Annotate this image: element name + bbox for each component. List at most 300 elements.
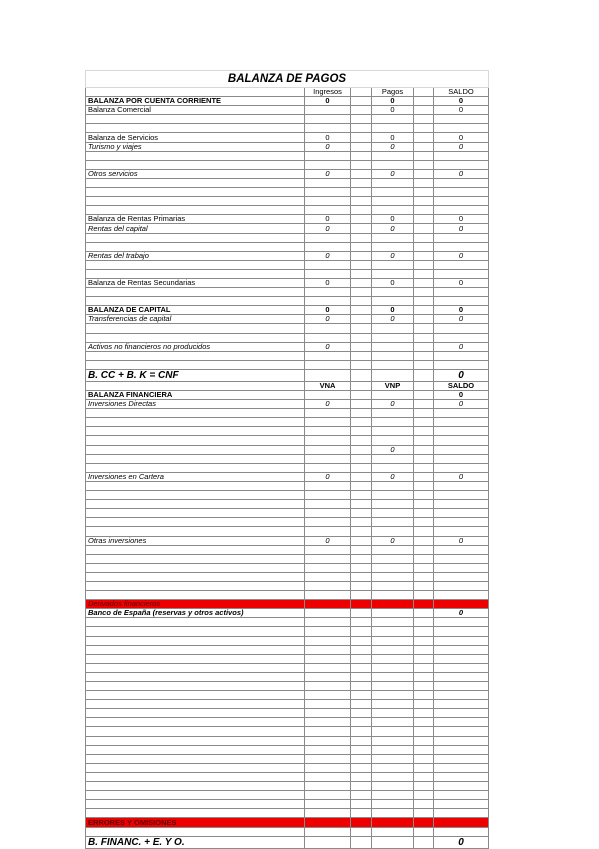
saldo-cell: [434, 297, 489, 306]
col1-cell: [305, 527, 351, 536]
table-row: [86, 682, 489, 691]
concept-cell: [86, 445, 305, 454]
col2-cell: 0: [372, 445, 414, 454]
concept-cell: Derivados financieros: [86, 600, 305, 609]
concept-cell: [86, 518, 305, 527]
col1-cell: [305, 351, 351, 360]
table-row: [86, 645, 489, 654]
concept-cell: Inversiones en Cartera: [86, 472, 305, 481]
col2-cell: [372, 500, 414, 509]
spacer1-cell: [351, 333, 372, 342]
col1-cell: [305, 709, 351, 718]
col1-cell: 0: [305, 306, 351, 315]
table-row: [86, 600, 489, 609]
col2-cell: [372, 269, 414, 278]
balance-of-payments-sheet: [85, 70, 488, 849]
col1-cell: [305, 418, 351, 427]
table-row: [86, 297, 489, 306]
col2-cell: [372, 545, 414, 554]
spacer2-cell: [414, 106, 434, 115]
col2-cell: [372, 672, 414, 681]
spacer2-cell: [414, 572, 434, 581]
table-row: [86, 754, 489, 763]
spacer1-cell: [351, 481, 372, 490]
saldo-cell: [434, 682, 489, 691]
spacer1-cell: [351, 527, 372, 536]
concept-cell: [86, 324, 305, 333]
col2-cell: 0: [372, 278, 414, 287]
spacer2-cell: [414, 278, 434, 287]
spacer2-cell: [414, 627, 434, 636]
table-row: [86, 197, 489, 206]
table-row: [86, 636, 489, 645]
saldo-cell: 0: [434, 836, 489, 848]
col2-cell: [372, 324, 414, 333]
spacer2-cell: [414, 260, 434, 269]
spacer2-cell: [414, 454, 434, 463]
concept-cell: [86, 509, 305, 518]
spacer1-cell: [351, 800, 372, 809]
spacer1-cell: [351, 500, 372, 509]
concept-cell: [86, 527, 305, 536]
spacer1-cell: [351, 763, 372, 772]
spacer2-cell: [414, 491, 434, 500]
spacer2-cell: [414, 545, 434, 554]
col1-cell: [305, 115, 351, 124]
spacer1-cell: [351, 391, 372, 400]
spacer2-cell: [414, 618, 434, 627]
spacer1-cell: [351, 106, 372, 115]
spacer1-cell: [351, 197, 372, 206]
table-row: [86, 772, 489, 781]
spacer2-cell: [414, 160, 434, 169]
col2-cell: 0: [372, 169, 414, 178]
table-row: [86, 169, 489, 178]
col2-cell: [372, 151, 414, 160]
col1-cell: [305, 718, 351, 727]
concept-cell: [86, 709, 305, 718]
table-row: [86, 500, 489, 509]
table-row: [86, 791, 489, 800]
spacer1-cell: [351, 97, 372, 106]
saldo-cell: [434, 691, 489, 700]
saldo-cell: [434, 600, 489, 609]
col1-cell: [305, 427, 351, 436]
saldo-cell: [434, 206, 489, 215]
concept-cell: [86, 663, 305, 672]
saldo-cell: [434, 672, 489, 681]
col1-cell: [305, 545, 351, 554]
col2-cell: [372, 481, 414, 490]
saldo-cell: 0: [434, 306, 489, 315]
col1-cell: 0: [305, 215, 351, 224]
col2-cell: [372, 600, 414, 609]
spacer1-cell: [351, 491, 372, 500]
col2-cell: [372, 682, 414, 691]
concept-cell: [86, 827, 305, 836]
table-row: [86, 463, 489, 472]
table-row: [86, 151, 489, 160]
col1-cell: [305, 581, 351, 590]
concept-cell: [86, 418, 305, 427]
concept-cell: [86, 700, 305, 709]
spacer1-cell: [351, 682, 372, 691]
saldo-cell: 0: [434, 251, 489, 260]
concept-cell: [86, 481, 305, 490]
spacer2-cell: [414, 609, 434, 618]
saldo-cell: [434, 269, 489, 278]
table-row: [86, 188, 489, 197]
spacer2-cell: [414, 691, 434, 700]
spacer2-cell: [414, 288, 434, 297]
spacer2-cell: [414, 591, 434, 600]
col1-cell: [305, 206, 351, 215]
col2-cell: [372, 763, 414, 772]
concept-cell: [86, 745, 305, 754]
spacer2-cell: [414, 809, 434, 818]
table-row: [86, 142, 489, 151]
saldo-cell: [434, 427, 489, 436]
table-row: [86, 709, 489, 718]
table-row: [86, 351, 489, 360]
spacer2-cell: [414, 427, 434, 436]
spacer1-cell: [351, 133, 372, 142]
col1-cell: [305, 324, 351, 333]
spacer2-cell: [414, 563, 434, 572]
spacer1-cell: [351, 288, 372, 297]
concept-cell: [86, 160, 305, 169]
spacer1-cell: [351, 360, 372, 369]
col1-cell: [305, 836, 351, 848]
col1-cell: 0: [305, 97, 351, 106]
saldo-cell: [434, 151, 489, 160]
spacer2-cell: [414, 754, 434, 763]
concept-cell: ERRORES Y OMISIONES: [86, 818, 305, 827]
concept-cell: [86, 463, 305, 472]
col1-cell: [305, 491, 351, 500]
spacer1-cell: [351, 663, 372, 672]
col1-cell: [305, 818, 351, 827]
table-row: [86, 306, 489, 315]
concept-cell: [86, 754, 305, 763]
concept-cell: Balanza de Servicios: [86, 133, 305, 142]
table-row: [86, 654, 489, 663]
table-row: [86, 445, 489, 454]
spacer1-cell: [351, 754, 372, 763]
col1-cell: [305, 609, 351, 618]
spacer2-cell: [414, 251, 434, 260]
saldo-cell: [434, 754, 489, 763]
saldo-cell: [434, 333, 489, 342]
spacer1-cell: [351, 454, 372, 463]
col1-cell: [305, 745, 351, 754]
concept-cell: [86, 763, 305, 772]
col1-cell: [305, 333, 351, 342]
saldo-cell: [434, 827, 489, 836]
spacer2-cell: [414, 315, 434, 324]
spacer2-cell: [414, 360, 434, 369]
spacer1-cell: [351, 178, 372, 187]
concept-cell: [86, 333, 305, 342]
spacer1-cell: [351, 827, 372, 836]
saldo-cell: [434, 772, 489, 781]
col2-cell: 0: [372, 536, 414, 545]
col2-cell: [372, 636, 414, 645]
spacer2-cell: [414, 409, 434, 418]
col2-cell: [372, 491, 414, 500]
spacer2-cell: [414, 654, 434, 663]
concept-cell: Rentas del capital: [86, 224, 305, 233]
concept-cell: [86, 197, 305, 206]
concept-cell: [86, 572, 305, 581]
col2-cell: [372, 618, 414, 627]
spacer2-cell: [414, 463, 434, 472]
table-row: [86, 672, 489, 681]
concept-cell: [86, 672, 305, 681]
table-row: [86, 827, 489, 836]
saldo-cell: [434, 618, 489, 627]
table-row: [86, 481, 489, 490]
table-row: [86, 324, 489, 333]
col1-cell: [305, 436, 351, 445]
spacer1-cell: [351, 188, 372, 197]
col2-cell: [372, 124, 414, 133]
table-row: [86, 260, 489, 269]
spacer2-cell: [414, 224, 434, 233]
concept-cell: Banco de España (reservas y otros activos): [86, 609, 305, 618]
table-row: [86, 278, 489, 287]
col2-cell: [372, 700, 414, 709]
spacer2-cell: [414, 645, 434, 654]
spacer1-cell: [351, 445, 372, 454]
table-row: [86, 736, 489, 745]
spacer1-cell: [351, 242, 372, 251]
spacer1-cell: [351, 600, 372, 609]
saldo-cell: [434, 500, 489, 509]
concept-cell: [86, 151, 305, 160]
spacer1-cell: [351, 251, 372, 260]
saldo-cell: [434, 463, 489, 472]
col2-cell: [372, 581, 414, 590]
col1-cell: [305, 151, 351, 160]
spacer1-cell: [351, 124, 372, 133]
spacer1-cell: [351, 709, 372, 718]
col1-cell: [305, 160, 351, 169]
spacer2-cell: [414, 115, 434, 124]
spacer1-cell: [351, 654, 372, 663]
saldo-cell: [434, 591, 489, 600]
spacer2-cell: [414, 672, 434, 681]
col2-cell: [372, 654, 414, 663]
concept-cell: [86, 124, 305, 133]
col1-cell: 0: [305, 315, 351, 324]
spacer1-cell: [351, 745, 372, 754]
concept-cell: [86, 718, 305, 727]
concept-cell: [86, 500, 305, 509]
saldo-cell: [434, 718, 489, 727]
concept-cell: [86, 800, 305, 809]
concept-cell: BALANZA POR CUENTA CORRIENTE: [86, 97, 305, 106]
col2-cell: [372, 288, 414, 297]
col2-cell: [372, 554, 414, 563]
concept-cell: [86, 691, 305, 700]
concept-cell: [86, 351, 305, 360]
spacer2-cell: [414, 500, 434, 509]
table-row: [86, 333, 489, 342]
col2-cell: [372, 351, 414, 360]
spacer1-cell: [351, 151, 372, 160]
table-row: [86, 242, 489, 251]
saldo-cell: [434, 645, 489, 654]
col1-cell: [305, 481, 351, 490]
col2-cell: [372, 518, 414, 527]
concept-cell: Balanza Comercial: [86, 106, 305, 115]
col1-cell: [305, 242, 351, 251]
col1-cell: 0: [305, 472, 351, 481]
spacer2-cell: [414, 827, 434, 836]
spacer1-cell: [351, 381, 372, 390]
table-row: [86, 454, 489, 463]
spacer2-cell: [414, 215, 434, 224]
concept-cell: [86, 591, 305, 600]
concept-cell: [86, 260, 305, 269]
saldo-cell: [434, 709, 489, 718]
col2-cell: VNP: [372, 381, 414, 390]
saldo-cell: [434, 763, 489, 772]
spacer1-cell: [351, 836, 372, 848]
table-row: [86, 369, 489, 381]
spacer1-cell: [351, 409, 372, 418]
concept-cell: [86, 491, 305, 500]
table-row: [86, 427, 489, 436]
concept-cell: [86, 809, 305, 818]
table-row: [86, 409, 489, 418]
col1-cell: [305, 124, 351, 133]
col1-cell: [305, 463, 351, 472]
col2-cell: [372, 827, 414, 836]
table-row: [86, 400, 489, 409]
saldo-cell: 0: [434, 278, 489, 287]
spacer2-cell: [414, 836, 434, 848]
saldo-cell: [434, 445, 489, 454]
spacer2-cell: [414, 727, 434, 736]
table-row: [86, 206, 489, 215]
saldo-cell: [434, 160, 489, 169]
saldo-cell: [434, 188, 489, 197]
col1-cell: [305, 297, 351, 306]
spacer1-cell: [351, 591, 372, 600]
col1-cell: [305, 454, 351, 463]
spacer1-cell: [351, 472, 372, 481]
spacer2-cell: [414, 636, 434, 645]
col1-cell: [305, 233, 351, 242]
concept-cell: [86, 563, 305, 572]
spacer2-cell: [414, 682, 434, 691]
col2-cell: 0: [372, 251, 414, 260]
col2-cell: [372, 197, 414, 206]
spacer2-cell: [414, 445, 434, 454]
table-row: [86, 663, 489, 672]
concept-cell: [86, 88, 305, 97]
spacer1-cell: [351, 115, 372, 124]
col1-cell: [305, 409, 351, 418]
spacer2-cell: [414, 718, 434, 727]
spacer2-cell: [414, 188, 434, 197]
spacer1-cell: [351, 418, 372, 427]
col2-cell: [372, 736, 414, 745]
saldo-cell: [434, 197, 489, 206]
spacer1-cell: [351, 581, 372, 590]
col2-cell: [372, 663, 414, 672]
col2-cell: [372, 160, 414, 169]
table-row: [86, 763, 489, 772]
table-row: [86, 472, 489, 481]
spacer1-cell: [351, 718, 372, 727]
spacer1-cell: [351, 818, 372, 827]
spacer1-cell: [351, 436, 372, 445]
concept-cell: Otras inversiones: [86, 536, 305, 545]
spacer1-cell: [351, 369, 372, 381]
saldo-cell: [434, 700, 489, 709]
table-row: [86, 700, 489, 709]
col1-cell: [305, 197, 351, 206]
col2-cell: [372, 572, 414, 581]
table-row: [86, 800, 489, 809]
col1-cell: [305, 178, 351, 187]
spacer2-cell: [414, 242, 434, 251]
table-row: [86, 381, 489, 390]
concept-cell: Turismo y viajes: [86, 142, 305, 151]
spacer1-cell: [351, 782, 372, 791]
table-row: [86, 160, 489, 169]
table-row: [86, 491, 489, 500]
col1-cell: 0: [305, 400, 351, 409]
saldo-cell: 0: [434, 391, 489, 400]
col2-cell: [372, 242, 414, 251]
col2-cell: 0: [372, 400, 414, 409]
spacer2-cell: [414, 663, 434, 672]
concept-cell: [86, 791, 305, 800]
spacer2-cell: [414, 88, 434, 97]
table-row: [86, 436, 489, 445]
col2-cell: [372, 188, 414, 197]
col1-cell: [305, 800, 351, 809]
col2-cell: [372, 782, 414, 791]
concept-cell: [86, 409, 305, 418]
balance-table: [85, 70, 489, 849]
concept-cell: [86, 645, 305, 654]
saldo-cell: [434, 527, 489, 536]
concept-cell: [86, 242, 305, 251]
col1-cell: [305, 288, 351, 297]
spacer2-cell: [414, 581, 434, 590]
col1-cell: [305, 391, 351, 400]
table-row: [86, 591, 489, 600]
col1-cell: [305, 809, 351, 818]
spacer1-cell: [351, 306, 372, 315]
spacer2-cell: [414, 324, 434, 333]
saldo-cell: 0: [434, 342, 489, 351]
saldo-cell: [434, 491, 489, 500]
col2-cell: [372, 609, 414, 618]
col2-cell: 0: [372, 142, 414, 151]
concept-cell: [86, 782, 305, 791]
spacer2-cell: [414, 306, 434, 315]
title-row: [86, 71, 489, 88]
saldo-cell: [434, 809, 489, 818]
concept-cell: [86, 736, 305, 745]
col1-cell: [305, 772, 351, 781]
